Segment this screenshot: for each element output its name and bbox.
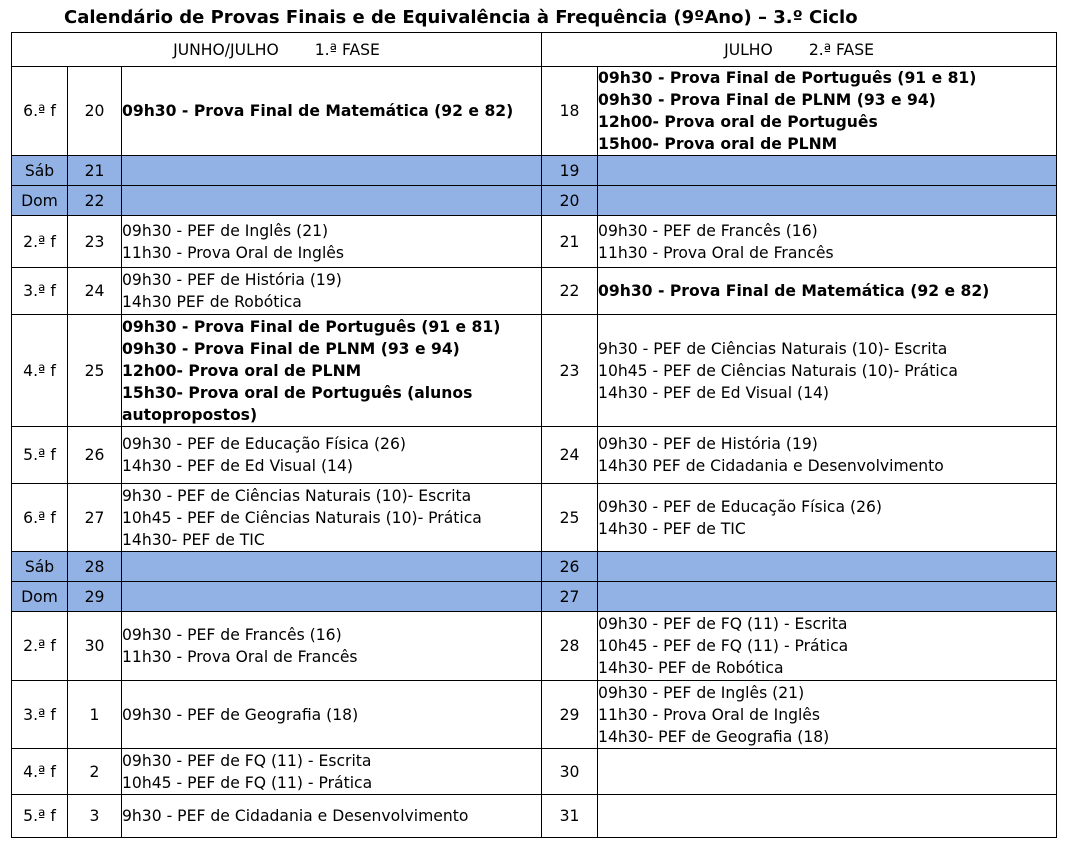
- phase2-date-cell: 31: [542, 795, 598, 838]
- phase1-date-cell: 2: [68, 749, 122, 795]
- event-line: 9h30 - PEF de Cidadania e Desenvolvimento: [122, 807, 469, 825]
- phase2-events-cell: [598, 795, 1057, 838]
- phase1-events-cell: [122, 795, 542, 838]
- phase2-date-cell: 28: [542, 612, 598, 681]
- phase2-date-cell: 22: [542, 268, 598, 315]
- table-row: [12, 681, 1057, 749]
- event-line: 14h30 PEF de Cidadania e Desenvolvimento: [598, 457, 944, 475]
- phase2-date-cell: 25: [542, 484, 598, 552]
- event-line: 10h45 - PEF de FQ (11) - Prática: [598, 637, 849, 655]
- event-line: autopropostos): [122, 405, 258, 424]
- event-line: 10h45 - PEF de Ciências Naturais (10)- Prática: [122, 508, 482, 527]
- event-line: 09h30 - PEF de História (19): [122, 271, 342, 289]
- event-line: 14h30 - PEF de TIC: [598, 519, 746, 538]
- phase1-date-cell: 20: [68, 67, 122, 156]
- weekday-cell: 2.ª f: [12, 216, 68, 268]
- phase2-events-cell: [598, 268, 1057, 315]
- phase1-events-cell: [122, 67, 542, 156]
- phase2-label: 2.ª FASE: [808, 40, 874, 59]
- phase1-date-cell: 24: [68, 268, 122, 315]
- phase1-date-cell: 22: [68, 186, 122, 216]
- phase2-header: [542, 33, 1057, 67]
- table-row: [12, 795, 1057, 838]
- weekday-cell: 4.ª f: [12, 749, 68, 795]
- weekday-cell: Sáb: [12, 552, 68, 582]
- event-line: 12h00- Prova oral de Português: [598, 113, 878, 131]
- phase2-events-cell: [598, 315, 1057, 427]
- table-row: [12, 315, 1057, 427]
- weekend-row: [12, 156, 1057, 186]
- phase1-header: [12, 33, 542, 67]
- phase2-date-cell: 20: [542, 186, 598, 216]
- phase2-date-cell: 27: [542, 582, 598, 612]
- event-line: 09h30 - Prova Final de Matemática (92 e 82): [598, 282, 990, 300]
- phase2-date-cell: 18: [542, 67, 598, 156]
- phase1-date-cell: 26: [68, 427, 122, 484]
- event-line: 11h30 - Prova Oral de Francês: [122, 648, 358, 666]
- event-line: 09h30 - PEF de FQ (11) - Escrita: [598, 615, 848, 633]
- phase2-events-cell: [598, 156, 1057, 186]
- phase1-events-cell: [122, 216, 542, 268]
- table-row: [12, 67, 1057, 156]
- phase1-date-cell: 3: [68, 795, 122, 838]
- phase2-date-cell: 21: [542, 216, 598, 268]
- phase2-events-cell: [598, 186, 1057, 216]
- phase2-events-cell: [598, 681, 1057, 749]
- phase1-events-cell: [122, 749, 542, 795]
- event-line: 09h30 - PEF de História (19): [598, 435, 818, 453]
- phase1-events-cell: [122, 681, 542, 749]
- event-line: 09h30 - Prova Final de Português (91 e 81): [598, 69, 977, 87]
- phase1-date-cell: 25: [68, 315, 122, 427]
- weekend-row: [12, 186, 1057, 216]
- phase1-events-cell: [122, 612, 542, 681]
- weekday-cell: 3.ª f: [12, 268, 68, 315]
- phase2-events-cell: [598, 552, 1057, 582]
- event-line: 11h30 - Prova Oral de Inglês: [598, 705, 821, 724]
- event-line: 10h45 - PEF de Ciências Naturais (10)- Prática: [598, 361, 958, 380]
- weekday-cell: 2.ª f: [12, 612, 68, 681]
- phase2-events-cell: [598, 216, 1057, 268]
- phase1-events-cell: [122, 582, 542, 612]
- phase2-date-cell: 26: [542, 552, 598, 582]
- phase1-label: 1.ª FASE: [314, 40, 380, 59]
- phase2-events-cell: [598, 427, 1057, 484]
- page-title: Calendário de Provas Finais e de Equivalência à Frequência (9ºAno) – 3.º Ciclo: [64, 7, 858, 28]
- weekday-cell: 5.ª f: [12, 427, 68, 484]
- phase1-events-cell: [122, 315, 542, 427]
- weekday-cell: Dom: [12, 186, 68, 216]
- event-line: 10h45 - PEF de FQ (11) - Prática: [122, 773, 373, 792]
- phase1-events-cell: [122, 268, 542, 315]
- weekday-cell: Sáb: [12, 156, 68, 186]
- phase2-date-cell: 19: [542, 156, 598, 186]
- event-line: 15h30- Prova oral de Português (alunos: [122, 383, 473, 402]
- weekday-cell: 4.ª f: [12, 315, 68, 427]
- weekday-cell: Dom: [12, 582, 68, 612]
- event-line: 14h30 - PEF de Ed Visual (14): [122, 457, 353, 475]
- event-line: 09h30 - PEF de Inglês (21): [598, 683, 805, 702]
- event-line: 14h30- PEF de TIC: [122, 530, 265, 549]
- event-line: 09h30 - Prova Final de Matemática (92 e 82): [122, 102, 514, 120]
- event-line: 09h30 - PEF de Francês (16): [122, 626, 342, 644]
- event-line: 14h30- PEF de Robótica: [598, 659, 784, 677]
- phase1-month: JUNHO/JULHO: [173, 40, 279, 59]
- phase1-events-cell: [122, 156, 542, 186]
- phase1-date-cell: 1: [68, 681, 122, 749]
- phase2-date-cell: 30: [542, 749, 598, 795]
- phase1-events-cell: [122, 484, 542, 552]
- exam-calendar-table: [11, 32, 1057, 838]
- weekday-cell: 3.ª f: [12, 681, 68, 749]
- event-line: 09h30 - PEF de FQ (11) - Escrita: [122, 751, 372, 770]
- event-line: 14h30 PEF de Robótica: [122, 293, 302, 311]
- weekday-cell: 5.ª f: [12, 795, 68, 838]
- phase2-events-cell: [598, 484, 1057, 552]
- phase1-date-cell: 28: [68, 552, 122, 582]
- event-line: 09h30 - Prova Final de PLNM (93 e 94): [598, 91, 936, 109]
- event-line: 12h00- Prova oral de PLNM: [122, 361, 362, 380]
- event-line: 09h30 - PEF de Educação Física (26): [598, 497, 883, 516]
- phase1-events-cell: [122, 427, 542, 484]
- event-line: 15h00- Prova oral de PLNM: [598, 135, 838, 153]
- phase1-events-cell: [122, 186, 542, 216]
- event-line: 09h30 - PEF de Francês (16): [598, 221, 818, 240]
- table-header-row: [12, 33, 1057, 67]
- event-line: 14h30 - PEF de Ed Visual (14): [598, 383, 829, 402]
- phase2-date-cell: 29: [542, 681, 598, 749]
- phase2-date-cell: 24: [542, 427, 598, 484]
- phase2-events-cell: [598, 612, 1057, 681]
- phase2-month: JULHO: [724, 40, 773, 59]
- table-row: [12, 427, 1057, 484]
- calendar-body: [12, 67, 1057, 838]
- event-line: 14h30- PEF de Geografia (18): [598, 727, 830, 746]
- table-row: [12, 484, 1057, 552]
- event-line: 11h30 - Prova Oral de Francês: [598, 243, 834, 262]
- event-line: 9h30 - PEF de Ciências Naturais (10)- Escrita: [122, 486, 472, 505]
- table-row: [12, 749, 1057, 795]
- event-line: 09h30 - Prova Final de Português (91 e 81): [122, 317, 501, 336]
- phase2-date-cell: 23: [542, 315, 598, 427]
- phase2-events-cell: [598, 67, 1057, 156]
- phase1-date-cell: 27: [68, 484, 122, 552]
- event-line: 09h30 - PEF de Geografia (18): [122, 705, 359, 724]
- weekend-row: [12, 552, 1057, 582]
- phase2-events-cell: [598, 749, 1057, 795]
- phase1-events-cell: [122, 552, 542, 582]
- event-line: 09h30 - PEF de Inglês (21): [122, 221, 329, 240]
- event-line: 09h30 - Prova Final de PLNM (93 e 94): [122, 339, 460, 358]
- phase1-date-cell: 21: [68, 156, 122, 186]
- event-line: 9h30 - PEF de Ciências Naturais (10)- Escrita: [598, 339, 948, 358]
- phase2-events-cell: [598, 582, 1057, 612]
- weekend-row: [12, 582, 1057, 612]
- phase1-date-cell: 30: [68, 612, 122, 681]
- table-row: [12, 612, 1057, 681]
- event-line: 09h30 - PEF de Educação Física (26): [122, 435, 406, 453]
- phase1-date-cell: 29: [68, 582, 122, 612]
- weekday-cell: 6.ª f: [12, 67, 68, 156]
- weekday-cell: 6.ª f: [12, 484, 68, 552]
- table-row: [12, 268, 1057, 315]
- phase1-date-cell: 23: [68, 216, 122, 268]
- event-line: 11h30 - Prova Oral de Inglês: [122, 243, 344, 262]
- table-row: [12, 216, 1057, 268]
